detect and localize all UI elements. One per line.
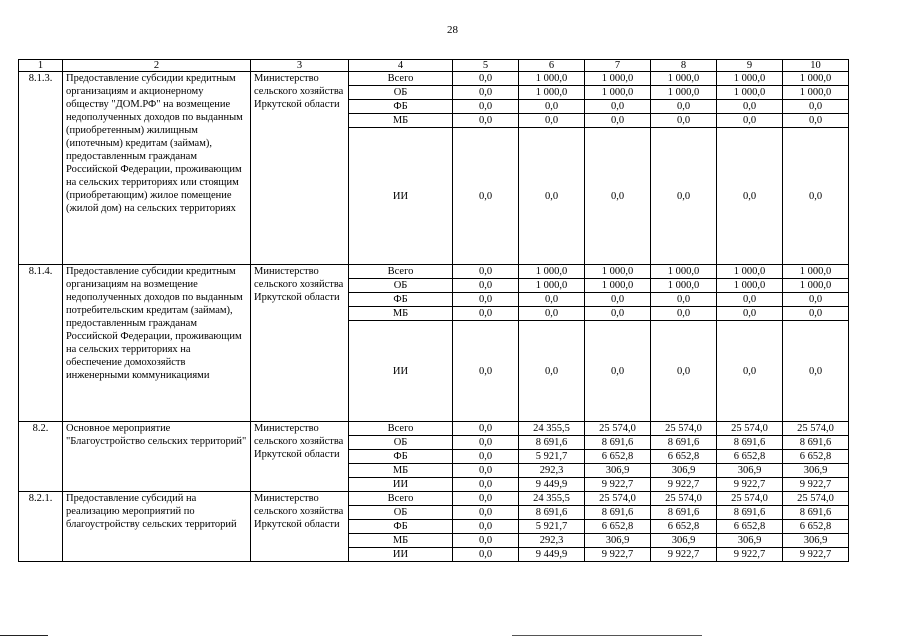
amount-cell: 0,0 bbox=[585, 321, 651, 422]
header-cell: 5 bbox=[453, 60, 519, 72]
amount-cell: 6 652,8 bbox=[651, 450, 717, 464]
amount-cell: 9 922,7 bbox=[651, 478, 717, 492]
header-cell: 1 bbox=[19, 60, 63, 72]
amount-cell: 5 921,7 bbox=[519, 520, 585, 534]
amount-cell: 0,0 bbox=[519, 114, 585, 128]
funding-source: Всего bbox=[349, 422, 453, 436]
header-cell: 8 bbox=[651, 60, 717, 72]
amount-cell: 6 652,8 bbox=[783, 450, 849, 464]
amount-cell: 0,0 bbox=[453, 520, 519, 534]
funding-source: ИИ bbox=[349, 321, 453, 422]
amount-cell: 25 574,0 bbox=[717, 422, 783, 436]
amount-cell: 1 000,0 bbox=[717, 72, 783, 86]
amount-cell: 0,0 bbox=[453, 450, 519, 464]
header-cell: 10 bbox=[783, 60, 849, 72]
funding-source: МБ bbox=[349, 534, 453, 548]
amount-cell: 25 574,0 bbox=[585, 422, 651, 436]
funding-source: ОБ bbox=[349, 506, 453, 520]
amount-cell: 0,0 bbox=[519, 293, 585, 307]
amount-cell: 1 000,0 bbox=[717, 265, 783, 279]
header-cell: 9 bbox=[717, 60, 783, 72]
amount-cell: 1 000,0 bbox=[585, 86, 651, 100]
table-row bbox=[19, 422, 849, 436]
amount-cell: 0,0 bbox=[651, 100, 717, 114]
amount-cell: 8 691,6 bbox=[717, 436, 783, 450]
amount-cell: 8 691,6 bbox=[783, 436, 849, 450]
amount-cell: 0,0 bbox=[585, 128, 651, 265]
amount-cell: 0,0 bbox=[519, 321, 585, 422]
header-cell: 6 bbox=[519, 60, 585, 72]
header-cell: 3 bbox=[251, 60, 349, 72]
funding-source: ФБ bbox=[349, 520, 453, 534]
funding-source: МБ bbox=[349, 307, 453, 321]
funding-source: ФБ bbox=[349, 100, 453, 114]
funding-source: ИИ bbox=[349, 478, 453, 492]
amount-cell: 0,0 bbox=[453, 293, 519, 307]
amount-cell: 1 000,0 bbox=[585, 265, 651, 279]
table-row bbox=[19, 492, 849, 506]
amount-cell: 6 652,8 bbox=[585, 450, 651, 464]
amount-cell: 306,9 bbox=[783, 464, 849, 478]
amount-cell: 25 574,0 bbox=[585, 492, 651, 506]
amount-cell: 0,0 bbox=[783, 100, 849, 114]
amount-cell: 9 922,7 bbox=[717, 548, 783, 562]
amount-cell: 0,0 bbox=[453, 478, 519, 492]
amount-cell: 306,9 bbox=[585, 464, 651, 478]
funding-source: ИИ bbox=[349, 548, 453, 562]
amount-cell: 1 000,0 bbox=[651, 279, 717, 293]
amount-cell: 6 652,8 bbox=[585, 520, 651, 534]
amount-cell: 9 922,7 bbox=[717, 478, 783, 492]
amount-cell: 292,3 bbox=[519, 534, 585, 548]
funding-source: Всего bbox=[349, 265, 453, 279]
amount-cell: 8 691,6 bbox=[717, 506, 783, 520]
amount-cell: 0,0 bbox=[453, 534, 519, 548]
funding-source: ФБ bbox=[349, 293, 453, 307]
funding-source: МБ bbox=[349, 114, 453, 128]
amount-cell: 1 000,0 bbox=[783, 265, 849, 279]
item-description: Предоставление субсидии кредитным организациям на возмещение недополученных доходов по выданным потребительским кредитам (займам), предоставленным гражданам Российской Федерации, проживающим на сельских территориях на обеспечение домохозяйств инженерными коммуникациями bbox=[63, 265, 251, 422]
amount-cell: 0,0 bbox=[651, 321, 717, 422]
amount-cell: 0,0 bbox=[453, 100, 519, 114]
table-body bbox=[19, 72, 849, 562]
amount-cell: 8 691,6 bbox=[585, 436, 651, 450]
page-number: 28 bbox=[447, 24, 458, 36]
amount-cell: 1 000,0 bbox=[519, 265, 585, 279]
amount-cell: 306,9 bbox=[585, 534, 651, 548]
amount-cell: 0,0 bbox=[453, 422, 519, 436]
amount-cell: 0,0 bbox=[453, 492, 519, 506]
amount-cell: 8 691,6 bbox=[519, 436, 585, 450]
amount-cell: 0,0 bbox=[519, 100, 585, 114]
amount-cell: 1 000,0 bbox=[651, 86, 717, 100]
amount-cell: 1 000,0 bbox=[717, 279, 783, 293]
funding-source: ОБ bbox=[349, 279, 453, 293]
amount-cell: 9 922,7 bbox=[783, 478, 849, 492]
item-executor: Министерство сельского хозяйства Иркутской области bbox=[251, 422, 349, 492]
amount-cell: 25 574,0 bbox=[783, 492, 849, 506]
amount-cell: 0,0 bbox=[717, 321, 783, 422]
amount-cell: 0,0 bbox=[651, 307, 717, 321]
header-cell: 2 bbox=[63, 60, 251, 72]
amount-cell: 0,0 bbox=[453, 506, 519, 520]
amount-cell: 0,0 bbox=[453, 265, 519, 279]
item-executor: Министерство сельского хозяйства Иркутской области bbox=[251, 72, 349, 265]
header-row bbox=[19, 60, 849, 72]
table-row bbox=[19, 72, 849, 86]
item-description: Предоставление субсидий на реализацию мероприятий по благоустройству сельских территорий bbox=[63, 492, 251, 562]
amount-cell: 0,0 bbox=[453, 436, 519, 450]
amount-cell: 9 922,7 bbox=[783, 548, 849, 562]
scan-edge-line bbox=[512, 635, 702, 636]
amount-cell: 0,0 bbox=[453, 321, 519, 422]
amount-cell: 0,0 bbox=[717, 128, 783, 265]
amount-cell: 0,0 bbox=[585, 307, 651, 321]
amount-cell: 24 355,5 bbox=[519, 422, 585, 436]
funding-source: МБ bbox=[349, 464, 453, 478]
funding-source: ИИ bbox=[349, 128, 453, 265]
amount-cell: 1 000,0 bbox=[651, 265, 717, 279]
amount-cell: 0,0 bbox=[783, 128, 849, 265]
amount-cell: 1 000,0 bbox=[519, 86, 585, 100]
amount-cell: 0,0 bbox=[783, 114, 849, 128]
item-code: 8.2.1. bbox=[19, 492, 63, 562]
funding-source: ФБ bbox=[349, 450, 453, 464]
amount-cell: 1 000,0 bbox=[783, 72, 849, 86]
amount-cell: 25 574,0 bbox=[717, 492, 783, 506]
amount-cell: 306,9 bbox=[717, 464, 783, 478]
amount-cell: 0,0 bbox=[717, 307, 783, 321]
amount-cell: 0,0 bbox=[453, 307, 519, 321]
funding-source: ОБ bbox=[349, 86, 453, 100]
amount-cell: 0,0 bbox=[783, 321, 849, 422]
amount-cell: 8 691,6 bbox=[651, 436, 717, 450]
amount-cell: 0,0 bbox=[453, 72, 519, 86]
amount-cell: 0,0 bbox=[519, 307, 585, 321]
amount-cell: 8 691,6 bbox=[783, 506, 849, 520]
amount-cell: 0,0 bbox=[453, 548, 519, 562]
item-description: Основное мероприятие "Благоустройство сельских территорий" bbox=[63, 422, 251, 492]
item-code: 8.1.3. bbox=[19, 72, 63, 265]
scan-edge-line bbox=[0, 635, 48, 636]
amount-cell: 9 449,9 bbox=[519, 548, 585, 562]
header-cell: 4 bbox=[349, 60, 453, 72]
amount-cell: 24 355,5 bbox=[519, 492, 585, 506]
amount-cell: 9 922,7 bbox=[585, 548, 651, 562]
item-description: Предоставление субсидии кредитным организациям и акционерному обществу "ДОМ.РФ" на возмещение недополученных доходов по выданным (приобретенным) жилищным (ипотечным) кредитам (займам), предоставленным гражданам Российской Федерации, проживающим на сельских территориях или стоящим (приобретающим) жилое помещение (жилой дом) на сельских территориях bbox=[63, 72, 251, 265]
amount-cell: 9 922,7 bbox=[651, 548, 717, 562]
amount-cell: 0,0 bbox=[585, 293, 651, 307]
amount-cell: 1 000,0 bbox=[585, 279, 651, 293]
amount-cell: 25 574,0 bbox=[651, 492, 717, 506]
amount-cell: 306,9 bbox=[717, 534, 783, 548]
header-cell: 7 bbox=[585, 60, 651, 72]
amount-cell: 1 000,0 bbox=[717, 86, 783, 100]
amount-cell: 9 922,7 bbox=[585, 478, 651, 492]
amount-cell: 25 574,0 bbox=[783, 422, 849, 436]
amount-cell: 306,9 bbox=[783, 534, 849, 548]
amount-cell: 1 000,0 bbox=[585, 72, 651, 86]
amount-cell: 0,0 bbox=[453, 86, 519, 100]
amount-cell: 0,0 bbox=[585, 100, 651, 114]
amount-cell: 306,9 bbox=[651, 534, 717, 548]
amount-cell: 6 652,8 bbox=[717, 450, 783, 464]
item-executor: Министерство сельского хозяйства Иркутской области bbox=[251, 265, 349, 422]
amount-cell: 0,0 bbox=[585, 114, 651, 128]
amount-cell: 0,0 bbox=[519, 128, 585, 265]
amount-cell: 0,0 bbox=[453, 128, 519, 265]
amount-cell: 0,0 bbox=[453, 114, 519, 128]
amount-cell: 306,9 bbox=[651, 464, 717, 478]
amount-cell: 0,0 bbox=[651, 114, 717, 128]
amount-cell: 25 574,0 bbox=[651, 422, 717, 436]
amount-cell: 0,0 bbox=[783, 307, 849, 321]
amount-cell: 8 691,6 bbox=[585, 506, 651, 520]
amount-cell: 8 691,6 bbox=[519, 506, 585, 520]
funding-source: Всего bbox=[349, 492, 453, 506]
funding-source: Всего bbox=[349, 72, 453, 86]
amount-cell: 0,0 bbox=[651, 293, 717, 307]
amount-cell: 9 449,9 bbox=[519, 478, 585, 492]
amount-cell: 0,0 bbox=[717, 100, 783, 114]
amount-cell: 292,3 bbox=[519, 464, 585, 478]
item-executor: Министерство сельского хозяйства Иркутской области bbox=[251, 492, 349, 562]
amount-cell: 1 000,0 bbox=[519, 72, 585, 86]
amount-cell: 6 652,8 bbox=[651, 520, 717, 534]
funding-source: ОБ bbox=[349, 436, 453, 450]
budget-table bbox=[18, 59, 849, 562]
amount-cell: 0,0 bbox=[783, 293, 849, 307]
amount-cell: 8 691,6 bbox=[651, 506, 717, 520]
amount-cell: 1 000,0 bbox=[783, 86, 849, 100]
amount-cell: 0,0 bbox=[717, 293, 783, 307]
amount-cell: 0,0 bbox=[651, 128, 717, 265]
amount-cell: 1 000,0 bbox=[783, 279, 849, 293]
amount-cell: 1 000,0 bbox=[651, 72, 717, 86]
amount-cell: 5 921,7 bbox=[519, 450, 585, 464]
amount-cell: 6 652,8 bbox=[783, 520, 849, 534]
item-code: 8.2. bbox=[19, 422, 63, 492]
table-row bbox=[19, 265, 849, 279]
amount-cell: 1 000,0 bbox=[519, 279, 585, 293]
amount-cell: 0,0 bbox=[453, 464, 519, 478]
amount-cell: 0,0 bbox=[717, 114, 783, 128]
item-code: 8.1.4. bbox=[19, 265, 63, 422]
amount-cell: 0,0 bbox=[453, 279, 519, 293]
amount-cell: 6 652,8 bbox=[717, 520, 783, 534]
